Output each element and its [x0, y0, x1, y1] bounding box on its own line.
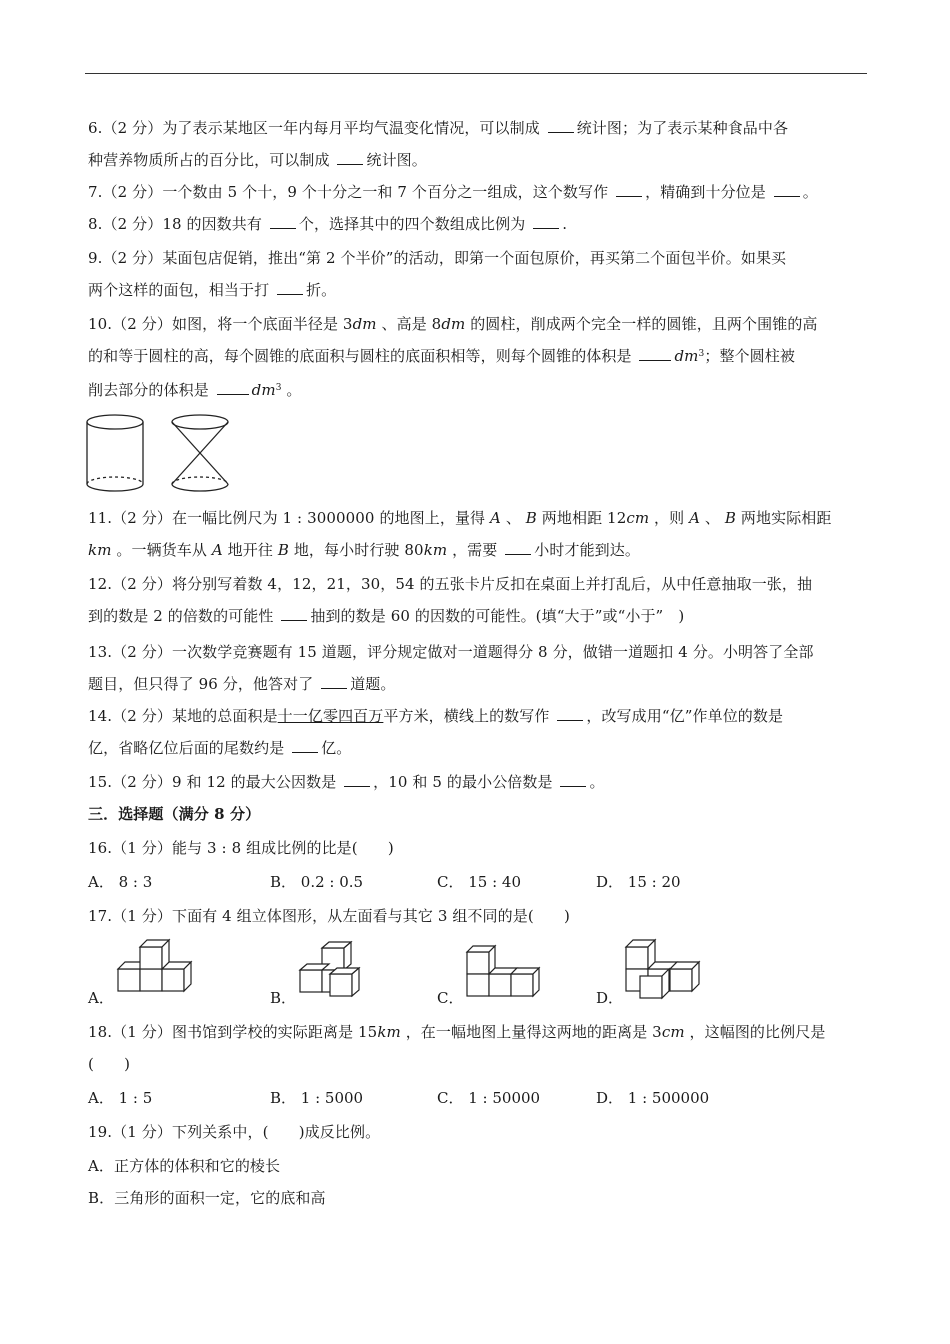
q18-line2: ( ): [88, 1055, 131, 1073]
q16-option-a[interactable]: A． 8 : 3: [88, 873, 153, 891]
q19-stem: 19.（1 分）下列关系中，( )成反比例。: [88, 1123, 381, 1141]
q12-line1: 12.（2 分）将分别写着数 4，12，21，30，54 的五张卡片反扣在桌面上并打乱后，从中任意抽取一张，抽: [88, 575, 813, 593]
q10-line3: 削去部分的体积是 $dm^3$ 。: [88, 381, 302, 399]
q18-line1: 18.（1 分）图书馆到学校的实际距离是 15km ，在一幅地图上量得这两地的距离是 3cm ，这幅图的比例尺是: [88, 1023, 826, 1041]
q10-blank2[interactable]: [217, 380, 249, 395]
q15-line: 15.（2 分）9 和 12 的最大公因数是 ，10 和 5 的最小公倍数是 。: [88, 773, 605, 791]
q12-line2: 到的数是 2 的倍数的可能性 抽到的数是 60 的因数的可能性。(填“大于”或“小于” ): [88, 607, 685, 625]
cube-figure-d: [624, 940, 704, 1000]
q16-option-b[interactable]: B． 0.2 : 0.5: [270, 873, 364, 891]
q17-option-d[interactable]: D．: [596, 989, 624, 1007]
q6-blank2[interactable]: [337, 150, 363, 165]
q17-option-b[interactable]: B．: [270, 989, 297, 1007]
q18-option-d[interactable]: D． 1 : 500000: [596, 1089, 710, 1107]
q7-line: 7.（2 分）一个数由 5 个十，9 个十分之一和 7 个百分之一组成，这个数写作 ，精确到十分位是 。: [88, 183, 818, 201]
cube-figure-c: [465, 946, 545, 1002]
q11-line1: 11.（2 分）在一幅比例尺为 1 : 3000000 的地图上，量得 A 、 B 两地相距 12cm ，则 A 、 B 两地实际相距: [88, 509, 832, 527]
q11-blank[interactable]: [505, 540, 531, 555]
q8-blank1[interactable]: [270, 214, 296, 229]
header-rule: [85, 73, 867, 74]
q13-blank[interactable]: [321, 674, 347, 689]
q18-option-c[interactable]: C． 1 : 50000: [437, 1089, 541, 1107]
q9-line1: 9.（2 分）某面包店促销，推出“第 2 个半价”的活动，即第一个面包原价，再买第二个面包半价。如果买: [88, 249, 787, 267]
q19-option-a[interactable]: A．正方体的体积和它的棱长: [88, 1157, 281, 1175]
q11-line2: km 。一辆货车从 A 地开往 B 地，每小时行驶 80km ，需要 小时才能到达。: [88, 541, 640, 559]
q17-stem: 17.（1 分）下面有 4 组立体图形，从左面看与其它 3 组不同的是( ): [88, 907, 570, 925]
q14-line2: 亿，省略亿位后面的尾数约是 亿。: [88, 739, 352, 757]
q17-option-c[interactable]: C．: [437, 989, 464, 1007]
q8-blank2[interactable]: [533, 214, 559, 229]
q14-blank2[interactable]: [292, 738, 318, 753]
q10-line1: 10.（2 分）如图，将一个底面半径是 3dm 、高是 8dm 的圆柱，削成两个完全一样的圆锥，且两个围锥的高: [88, 315, 818, 333]
q9-blank[interactable]: [277, 280, 303, 295]
q6-line2: 种营养物质所占的百分比，可以制成 统计图。: [88, 151, 427, 169]
q15-blank2[interactable]: [560, 772, 586, 787]
q13-line2: 题目，但只得了 96 分，他答对了 道题。: [88, 675, 396, 693]
q6-line1: 6.（2 分）为了表示某地区一年内每月平均气温变化情况，可以制成 统计图；为了表示某种食品中各: [88, 119, 789, 137]
q16-option-d[interactable]: D． 15 : 20: [596, 873, 681, 891]
cube-figure-b: [298, 942, 378, 1002]
q10-line2: 的和等于圆柱的高，每个圆锥的底面积与圆柱的底面积相等，则每个圆锥的体积是 $dm^3$；整个圆柱被: [88, 347, 795, 365]
q14-line1: 14.（2 分）某地的总面积是十一亿零四百万平方米，横线上的数写作 ，改写成用“亿”作单位的数是: [88, 707, 784, 725]
q7-blank1[interactable]: [616, 182, 642, 197]
q14-blank1[interactable]: [557, 706, 583, 721]
q10-blank1[interactable]: [639, 346, 671, 361]
q7-blank2[interactable]: [774, 182, 800, 197]
section-heading: 三．选择题（满分 8 分）: [88, 805, 261, 823]
q19-option-b[interactable]: B．三角形的面积一定，它的底和高: [88, 1189, 326, 1207]
q18-option-a[interactable]: A． 1 : 5: [88, 1089, 153, 1107]
cube-figure-a: [116, 940, 196, 1000]
q17-option-a[interactable]: A．: [88, 989, 114, 1007]
cylinder-cone-figure: [86, 412, 266, 496]
q13-line1: 13.（2 分）一次数学竞赛题有 15 道题，评分规定做对一道题得分 8 分，做错一道题扣 4 分。小明答了全部: [88, 643, 814, 661]
q16-stem: 16.（1 分）能与 3 : 8 组成比例的比是( ): [88, 839, 394, 857]
q15-blank1[interactable]: [344, 772, 370, 787]
q9-line2: 两个这样的面包，相当于打 折。: [88, 281, 337, 299]
q6-blank1[interactable]: [548, 118, 574, 133]
q16-option-c[interactable]: C． 15 : 40: [437, 873, 522, 891]
q8-line: 8.（2 分）18 的因数共有 个，选择其中的四个数组成比例为 .: [88, 215, 568, 233]
q12-blank[interactable]: [281, 606, 307, 621]
q18-option-b[interactable]: B． 1 : 5000: [270, 1089, 364, 1107]
